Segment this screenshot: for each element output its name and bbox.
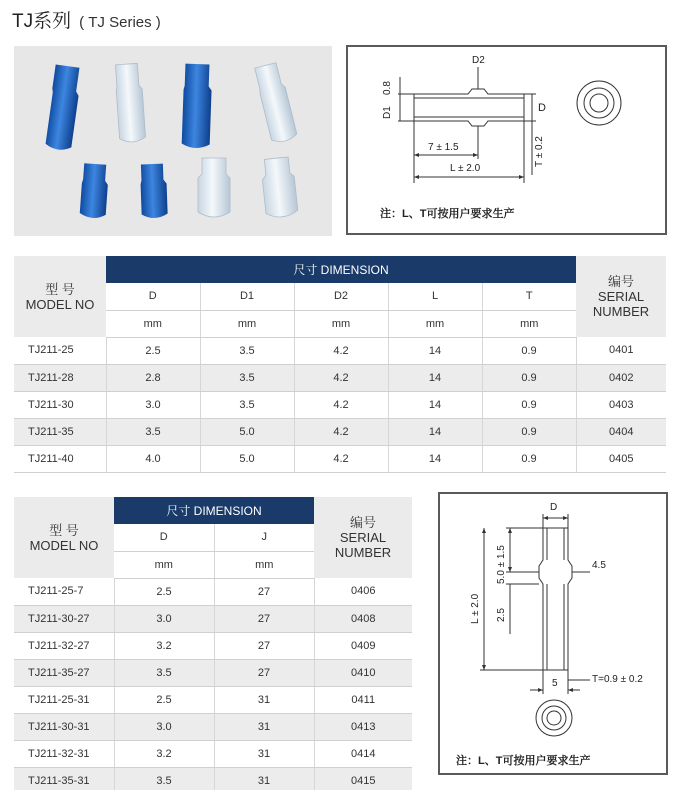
serial-cell: 0405 [576, 445, 666, 472]
technical-drawing-bottom [438, 492, 668, 775]
spec-table-1 [14, 256, 666, 473]
unit-cell: mm [200, 310, 294, 337]
value-cell: 0.9 [482, 418, 576, 445]
serial-number-header: 编号 SERIAL NUMBER [314, 497, 412, 578]
unit-cell: mm [114, 551, 214, 578]
short-clear-connector-1 [198, 158, 230, 217]
long-blue-connector-2 [182, 64, 213, 149]
dim-t: T=0.9 ± 0.2 [592, 674, 643, 685]
model-cell: TJ211-30-27 [14, 605, 114, 632]
value-cell: 5.0 [200, 418, 294, 445]
drawing-bottom-note: 注：L、T可按用户要求生产 [456, 755, 591, 767]
value-cell: 14 [388, 364, 482, 391]
value-cell: 3.2 [114, 740, 214, 767]
dim-d1: D1 [382, 106, 393, 119]
value-cell: 14 [388, 418, 482, 445]
table-row [14, 391, 666, 418]
dim-l: L ± 2.0 [470, 593, 481, 624]
value-cell: 4.2 [294, 337, 388, 364]
value-cell: 3.5 [200, 391, 294, 418]
col-d: D [114, 524, 214, 551]
col-l: L [388, 283, 482, 310]
serial-cell: 0406 [314, 578, 412, 605]
model-no-header: 型 号 MODEL NO [14, 497, 114, 578]
model-cell: TJ211-25-7 [14, 578, 114, 605]
table-row [14, 337, 666, 364]
technical-drawing-top [346, 45, 667, 235]
value-cell: 31 [214, 740, 314, 767]
table-row [14, 578, 412, 605]
value-cell: 31 [214, 767, 314, 790]
value-cell: 2.5 [106, 337, 200, 364]
value-cell: 3.0 [114, 713, 214, 740]
model-no-header: 型 号 MODEL NO [14, 256, 106, 337]
col-j: J [214, 524, 314, 551]
model-cell: TJ211-35 [14, 418, 106, 445]
value-cell: 14 [388, 337, 482, 364]
serial-cell: 0413 [314, 713, 412, 740]
value-cell: 31 [214, 713, 314, 740]
value-cell: 4.2 [294, 364, 388, 391]
value-cell: 3.5 [114, 767, 214, 790]
model-cell: TJ211-28 [14, 364, 106, 391]
short-blue-connector-1 [79, 163, 109, 219]
value-cell: 3.2 [114, 632, 214, 659]
drawing-bottom-svg [440, 494, 666, 773]
col-d: D [106, 283, 200, 310]
product-photo [14, 46, 332, 236]
long-blue-connector-1 [44, 64, 82, 151]
value-cell: 27 [214, 578, 314, 605]
dim-d2: D2 [472, 55, 485, 66]
value-cell: 3.0 [114, 605, 214, 632]
model-cell: TJ211-30 [14, 391, 106, 418]
value-cell: 3.5 [106, 418, 200, 445]
table-row [14, 767, 412, 790]
spec-table-2 [14, 497, 412, 790]
value-cell: 0.9 [482, 445, 576, 472]
short-clear-connector-2 [260, 157, 298, 219]
serial-cell: 0403 [576, 391, 666, 418]
table-row [14, 605, 412, 632]
value-cell: 27 [214, 659, 314, 686]
model-cell: TJ211-35-27 [14, 659, 114, 686]
serial-cell: 0410 [314, 659, 412, 686]
unit-cell: mm [482, 310, 576, 337]
value-cell: 4.2 [294, 391, 388, 418]
value-cell: 14 [388, 391, 482, 418]
serial-cell: 0415 [314, 767, 412, 790]
value-cell: 3.5 [114, 659, 214, 686]
table-row [14, 686, 412, 713]
long-clear-connector-2 [254, 62, 298, 144]
model-cell: TJ211-35-31 [14, 767, 114, 790]
value-cell: 3.5 [200, 364, 294, 391]
col-t: T [482, 283, 576, 310]
value-cell: 4.0 [106, 445, 200, 472]
dim-5-0: 5.0 ± 1.5 [496, 545, 507, 584]
model-cell: TJ211-30-31 [14, 713, 114, 740]
title-text: TJ系列 [12, 11, 72, 32]
table-row [14, 740, 412, 767]
connectors-illustration [14, 46, 332, 236]
serial-cell: 0402 [576, 364, 666, 391]
model-cell: TJ211-32-27 [14, 632, 114, 659]
unit-cell: mm [106, 310, 200, 337]
long-clear-connector-1 [114, 63, 145, 143]
dimension-header: 尺寸 DIMENSION [114, 497, 314, 524]
dim-d: D [550, 502, 558, 513]
table-row [14, 418, 666, 445]
value-cell: 2.5 [114, 578, 214, 605]
dim-4-5: 4.5 [592, 560, 606, 571]
value-cell: 3.5 [200, 337, 294, 364]
model-cell: TJ211-25-31 [14, 686, 114, 713]
dim-d: D [538, 102, 546, 114]
col-d1: D1 [200, 283, 294, 310]
table-row [14, 659, 412, 686]
model-cell: TJ211-40 [14, 445, 106, 472]
dim-5: 5 [552, 678, 558, 689]
dim-2-5: 2.5 [496, 608, 507, 622]
serial-cell: 0408 [314, 605, 412, 632]
value-cell: 0.9 [482, 391, 576, 418]
dim-t: T ± 0.2 [534, 136, 545, 167]
value-cell: 4.2 [294, 418, 388, 445]
model-cell: TJ211-32-31 [14, 740, 114, 767]
unit-cell: mm [214, 551, 314, 578]
table-row [14, 445, 666, 472]
table-row [14, 364, 666, 391]
value-cell: 0.9 [482, 337, 576, 364]
serial-cell: 0404 [576, 418, 666, 445]
dim-l: L ± 2.0 [450, 163, 481, 174]
value-cell: 27 [214, 632, 314, 659]
serial-cell: 0409 [314, 632, 412, 659]
unit-cell: mm [388, 310, 482, 337]
dim-7: 7 ± 1.5 [428, 142, 459, 153]
value-cell: 0.9 [482, 364, 576, 391]
drawing-top-note: 注：L、T可按用户要求生产 [380, 208, 515, 220]
value-cell: 2.5 [114, 686, 214, 713]
unit-cell: mm [294, 310, 388, 337]
value-cell: 27 [214, 605, 314, 632]
serial-cell: 0401 [576, 337, 666, 364]
page-title [12, 6, 161, 33]
value-cell: 3.0 [106, 391, 200, 418]
serial-number-header: 编号 SERIAL NUMBER [576, 256, 666, 337]
table-row [14, 713, 412, 740]
model-cell: TJ211-25 [14, 337, 106, 364]
serial-cell: 0411 [314, 686, 412, 713]
value-cell: 4.2 [294, 445, 388, 472]
dimension-header: 尺寸 DIMENSION [106, 256, 576, 283]
serial-cell: 0414 [314, 740, 412, 767]
value-cell: 31 [214, 686, 314, 713]
value-cell: 14 [388, 445, 482, 472]
value-cell: 2.8 [106, 364, 200, 391]
col-d2: D2 [294, 283, 388, 310]
table-row [14, 632, 412, 659]
short-blue-connector-2 [140, 164, 168, 219]
dim-d08: 0.8 [382, 81, 393, 95]
title-subtitle: ( TJ Series ) [79, 14, 161, 31]
value-cell: 5.0 [200, 445, 294, 472]
